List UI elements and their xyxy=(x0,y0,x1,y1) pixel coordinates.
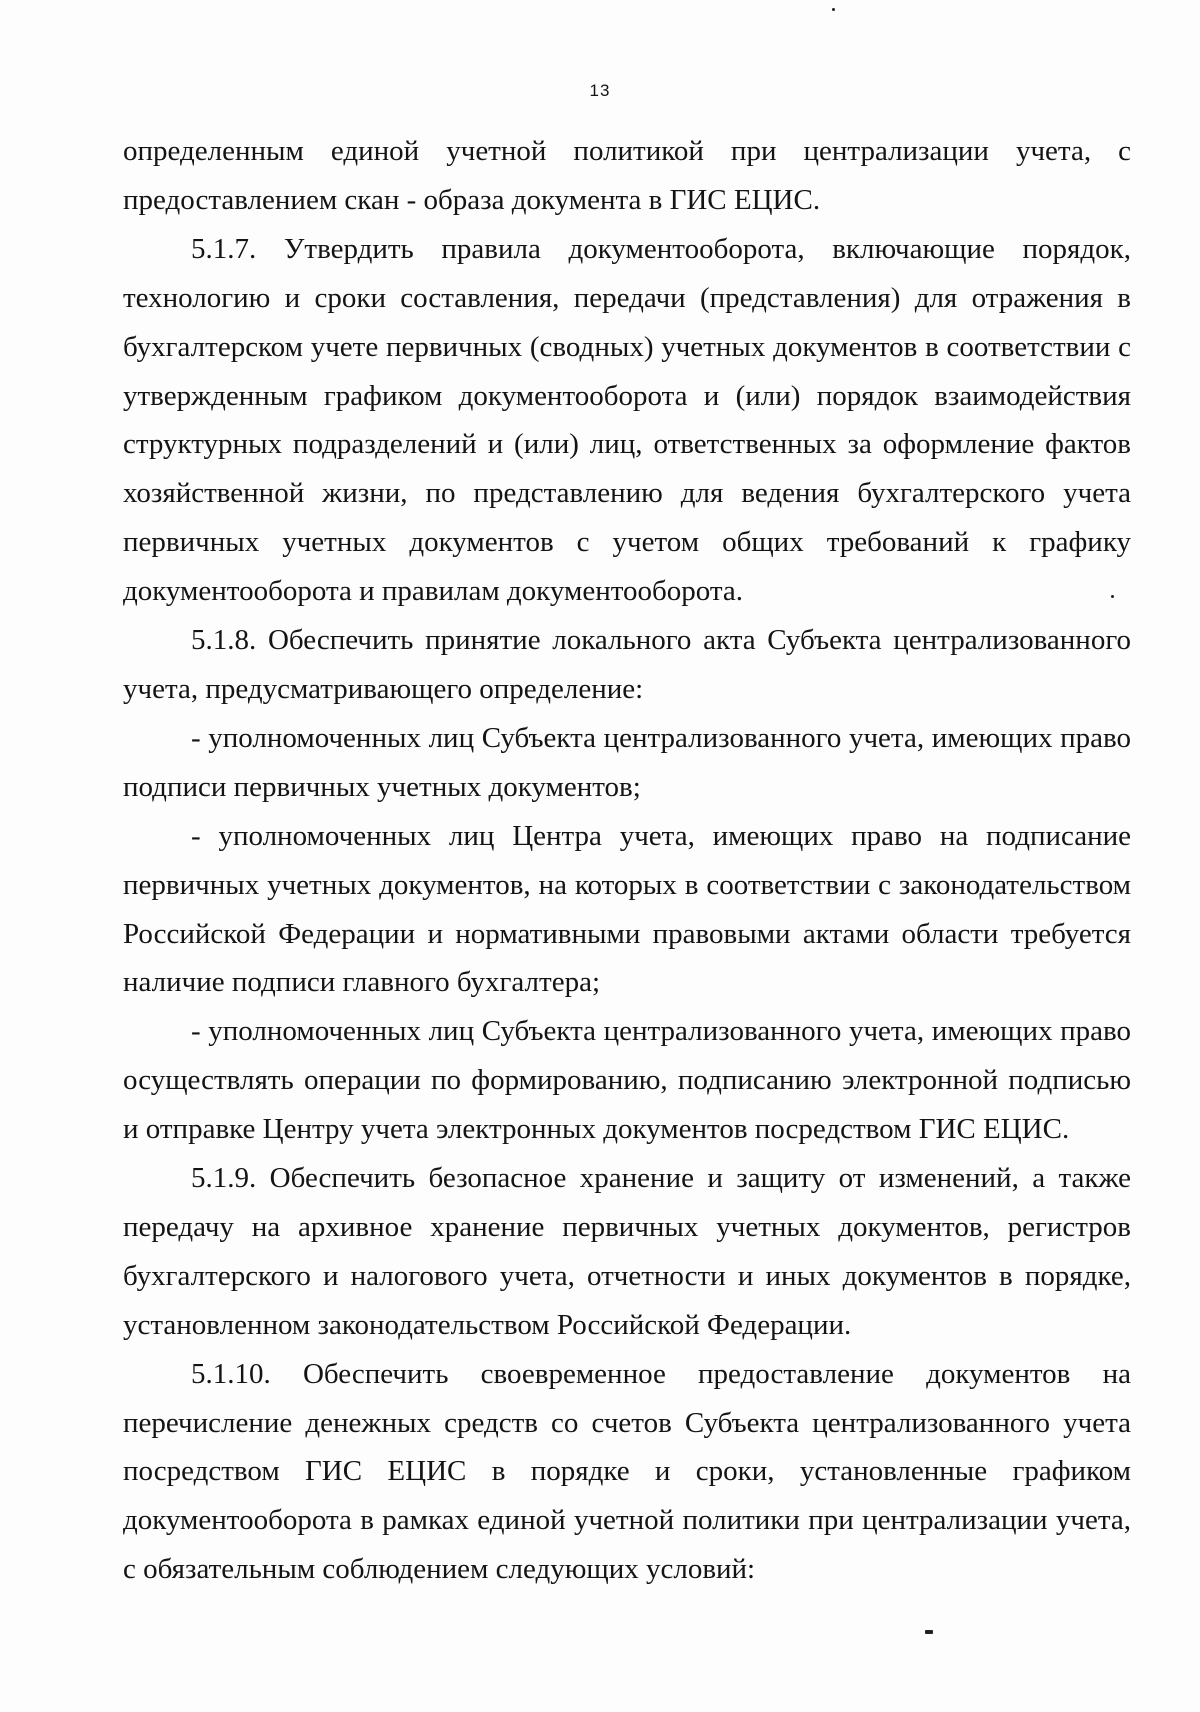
paragraph-continuation: определенным единой учетной политикой при централизации учета, с предоставлением скан - образа документа в ГИС ЕЦИС. xyxy=(123,135,1131,216)
scan-speck xyxy=(832,8,835,11)
paragraph-5-1-8: 5.1.8. Обеспечить принятие локального акта Субъекта централизованного учета, предусматривающего определение: xyxy=(123,624,1131,705)
paragraph-5-1-9: 5.1.9. Обеспечить безопасное хранение и защиту от изменений, а также передачу на архивное хранение первичных учетных документов, регистров бухгалтерского и налогового учета, отчетности и иных документов в порядке, установленном законодательством Российской Федерации. xyxy=(123,1162,1131,1341)
scan-speck xyxy=(925,1630,933,1634)
scan-speck xyxy=(1111,595,1114,598)
list-item-signatories: - уполномоченных лиц Субъекта централизованного учета, имеющих право подписи первичных учетных документов; xyxy=(123,721,1131,803)
list-item-center-signatories: - уполномоченных лиц Центра учета, имеющих право на подписание первичных учетных документов, на которых в соответствии с законодательством Российской Федерации и нормативными правовыми актами области требуется наличие подписи главного бухгалтера; xyxy=(123,819,1131,999)
paragraph-5-1-10: 5.1.10. Обеспечить своевременное предоставление документов на перечисление денежных средств со счетов Субъекта централизованного учета посредством ГИС ЕЦИС в порядке и сроки, установленные графиком документооборота в рамках единой учетной политики при централизации учета, с обязательным соблюдением следующих условий: xyxy=(123,1357,1131,1586)
document-body xyxy=(123,127,1131,1594)
list-item-electronic-signatories: - уполномоченных лиц Субъекта централизованного учета, имеющих право осуществлять операции по формированию, подписанию электронной подписью и отправке Центру учета электронных документов посредством ГИС ЕЦИС. xyxy=(123,1015,1131,1146)
page-number: 13 xyxy=(589,81,611,100)
paragraph-5-1-7: 5.1.7. Утвердить правила документооборота, включающие порядок, технологию и сроки составления, передачи (представления) для отражения в бухгалтерском учете первичных (сводных) учетных документов в соответствии с утвержденным графиком документооборота и (или) порядок взаимодействия структурных подразделений и (или) лиц, ответственных за оформление фактов хозяйственной жизни, по представлению для ведения бухгалтерского учета первичных учетных документов с учетом общих требований к графику документооборота и правилам документооборота. xyxy=(123,232,1131,608)
